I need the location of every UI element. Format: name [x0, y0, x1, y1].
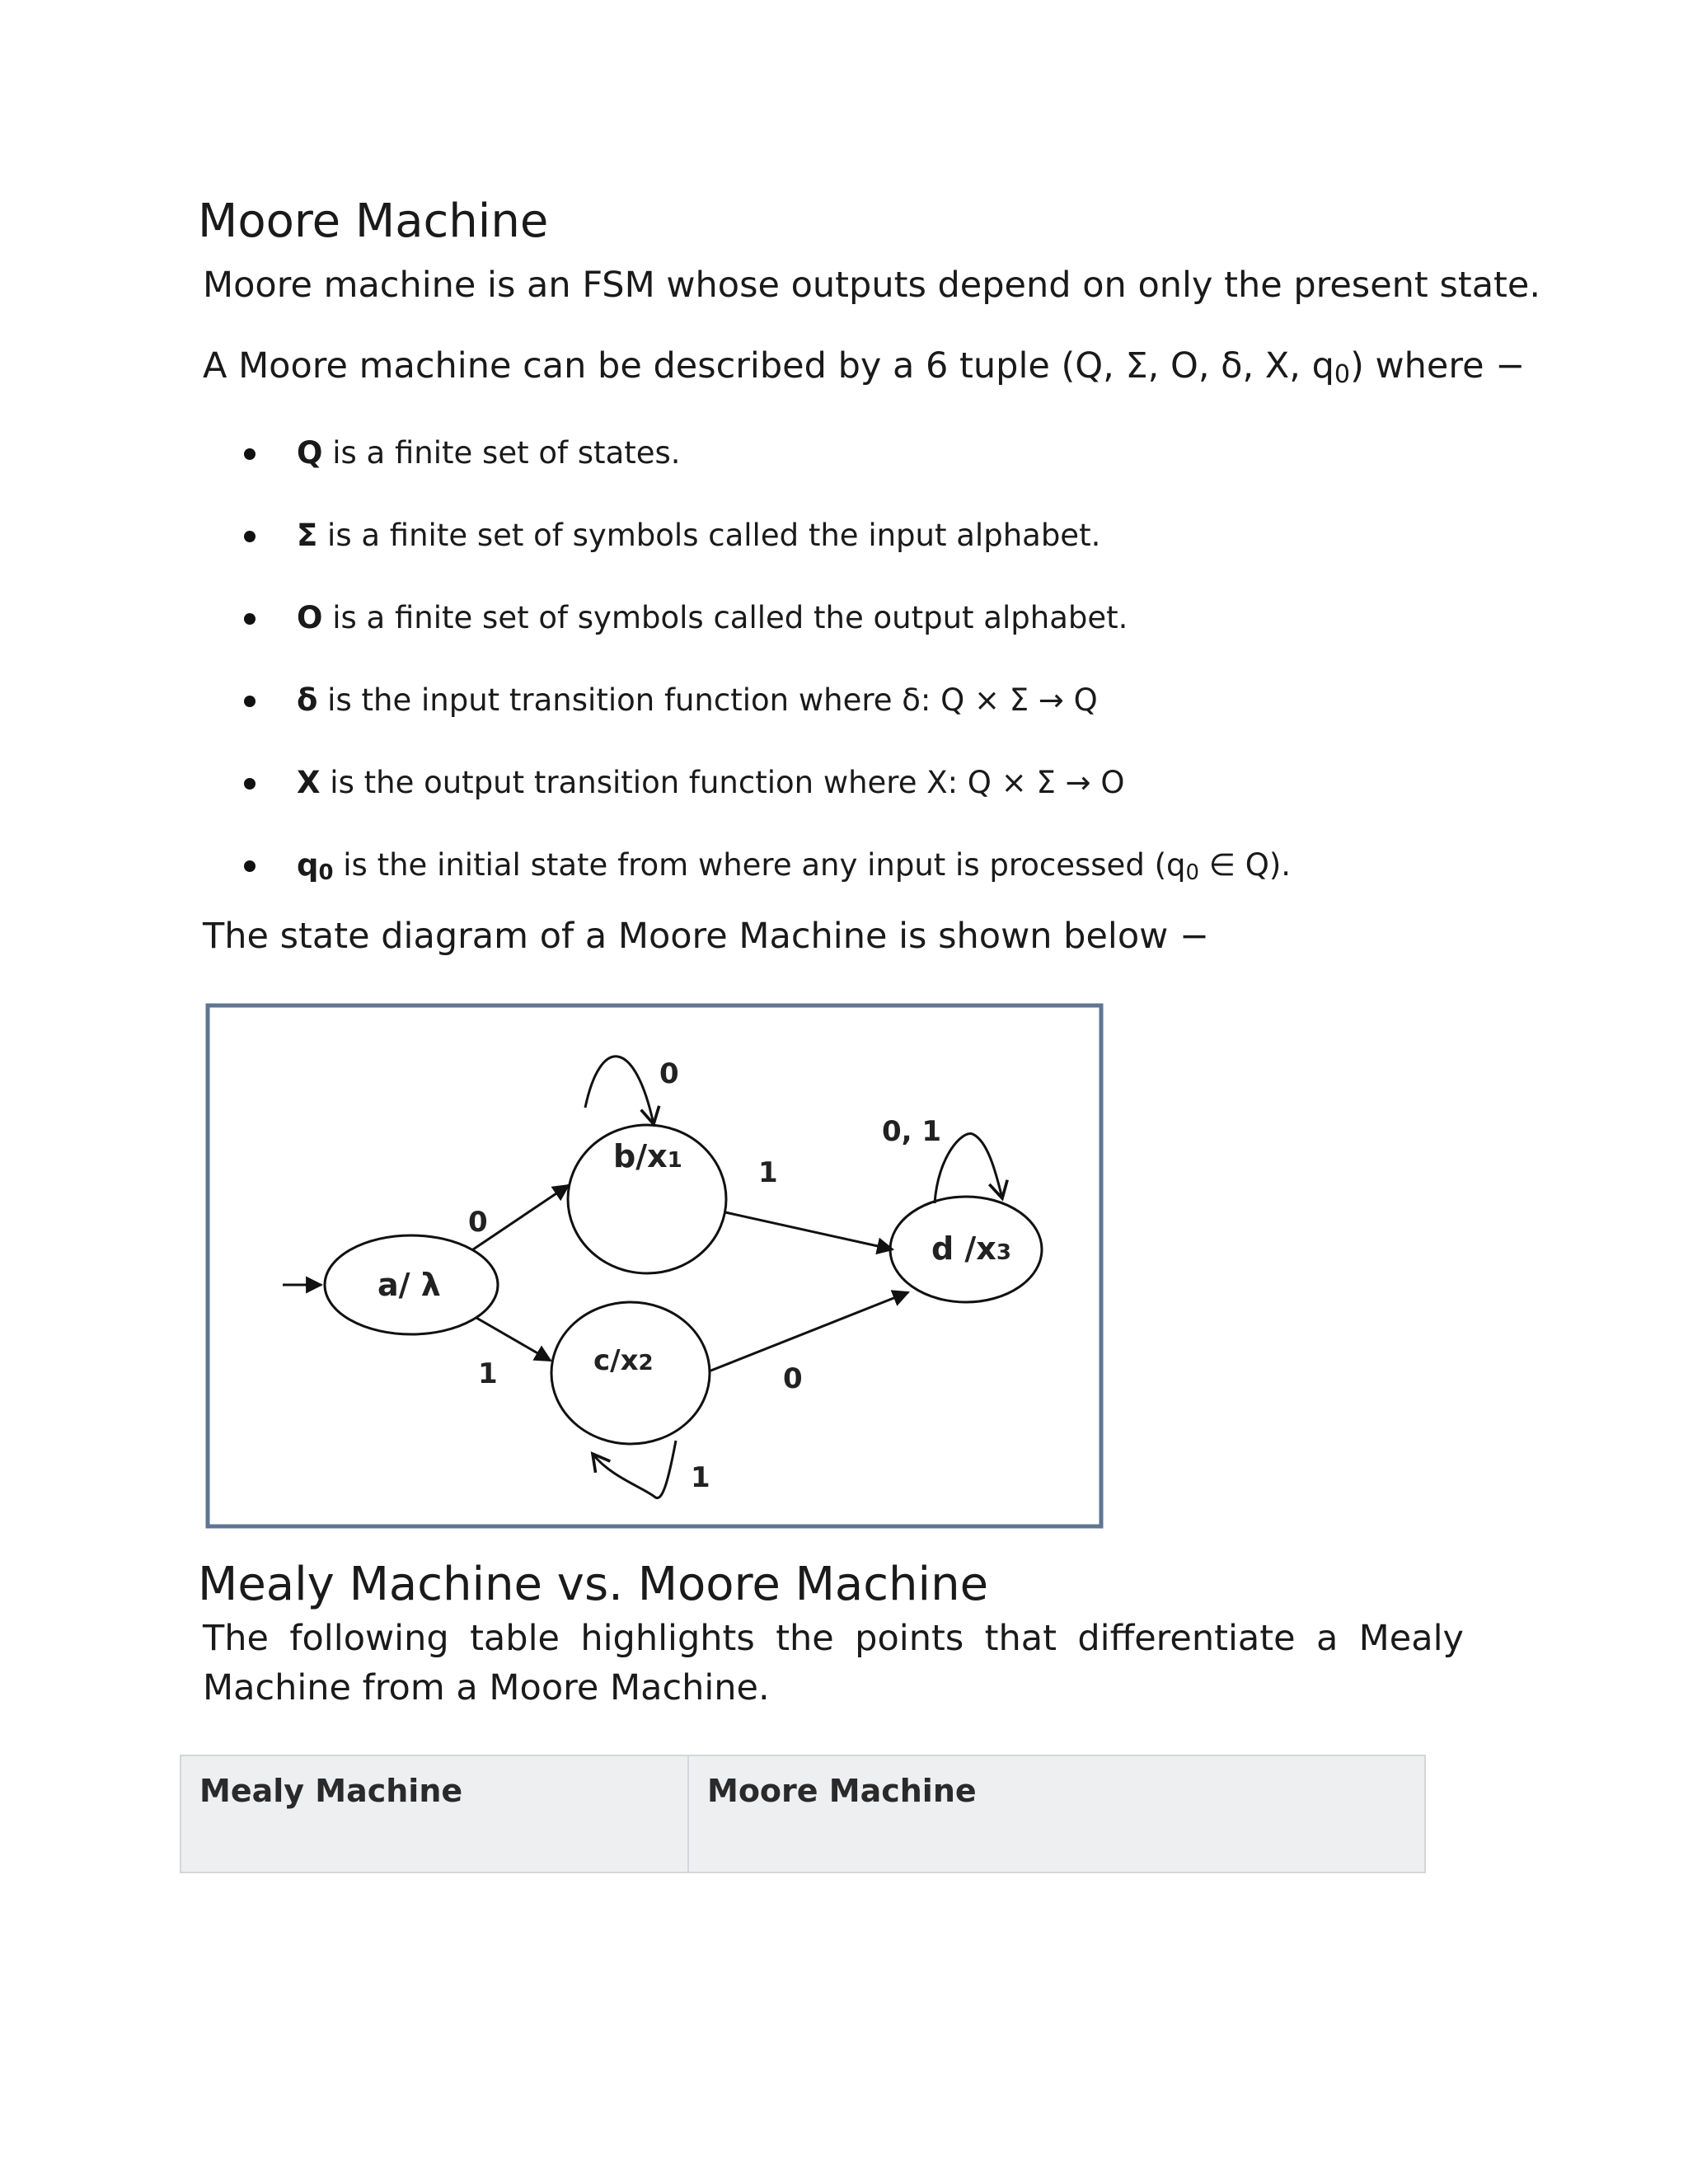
tuple-definition: A Moore machine can be described by a 6 tuple (Q, Σ, O, δ, X, $q_0$) where −	[203, 345, 1526, 390]
bullet-icon	[244, 778, 256, 790]
edge-label-d-loop: 0, 1	[882, 1115, 942, 1148]
edge-label-c-d: 0	[783, 1362, 803, 1395]
bullet-icon	[244, 448, 256, 460]
edge-label-a-b: 0	[468, 1206, 488, 1239]
table-header-row	[181, 1755, 1425, 1872]
comparison-table	[180, 1755, 1426, 1873]
moore-intro: Moore machine is an FSM whose outputs depend on only the present state.	[203, 265, 1541, 306]
state-a-label: a/ λ	[377, 1267, 441, 1303]
bullet-icon	[244, 860, 256, 872]
bullet-icon	[244, 613, 256, 625]
section-title-moore: Moore Machine	[198, 194, 549, 248]
state-c-label: c/x2	[593, 1344, 654, 1377]
bullet-icon	[244, 696, 256, 707]
edge-label-b-d: 1	[758, 1156, 778, 1189]
moore-state-diagram	[204, 1002, 1104, 1530]
edge-label-c-loop: 1	[691, 1461, 710, 1494]
state-d-label: d /x3	[931, 1230, 1011, 1267]
table-header-mealy: Mealy Machine	[181, 1755, 688, 1872]
section-title-comparison: Mealy Machine vs. Moore Machine	[198, 1558, 989, 1611]
table-header-moore: Moore Machine	[688, 1755, 1425, 1872]
state-b-label: b/x1	[613, 1138, 682, 1174]
edge-label-a-c: 1	[478, 1357, 498, 1390]
comparison-intro: The following table highlights the points that differentiate a Mealy Machine from a Moore Machine.	[203, 1618, 1464, 1708]
edge-label-b-loop: 0	[659, 1057, 679, 1090]
diagram-caption: The state diagram of a Moore Machine is shown below −	[203, 916, 1210, 957]
bullet-icon	[244, 531, 256, 542]
